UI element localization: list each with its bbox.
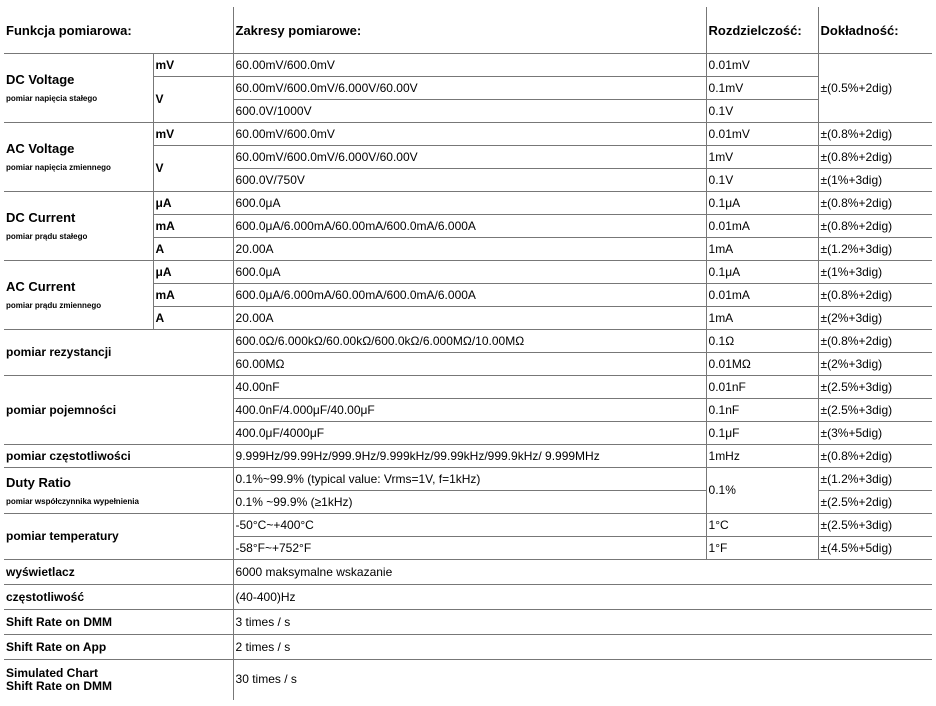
table-row: [4, 54, 932, 77]
header-accuracy: Dokładność:: [818, 7, 932, 54]
range-cell: 60.00mV/600.0mV/6.000V/60.00V: [233, 146, 706, 169]
accuracy-cell: ±(0.8%+2dig): [818, 330, 932, 353]
range-cell: 600.0μA: [233, 261, 706, 284]
header-ranges: Zakresy pomiarowe:: [233, 7, 706, 54]
shift-dmm-label: Shift Rate on DMM: [4, 610, 233, 635]
simulated-label-line1: Simulated Chart: [6, 665, 99, 680]
range-cell: -50°C~+400°C: [233, 514, 706, 537]
resolution-cell: 1mV: [706, 146, 818, 169]
accuracy-cell: ±(1.2%+3dig): [818, 238, 932, 261]
dc-current-title: DC Current: [6, 210, 76, 225]
spec-table: [4, 7, 932, 700]
table-row: [4, 610, 932, 635]
display-label: wyświetlacz: [4, 560, 233, 585]
ac-current-label: [4, 261, 153, 330]
accuracy-cell: ±(2.5%+3dig): [818, 376, 932, 399]
unit-cell: A: [153, 238, 233, 261]
header-resolution: Rozdzielczość:: [706, 7, 818, 54]
resolution-cell: 0.1nF: [706, 399, 818, 422]
accuracy-cell: ±(0.8%+2dig): [818, 146, 932, 169]
range-cell: 600.0μA/6.000mA/60.00mA/600.0mA/6.000A: [233, 284, 706, 307]
range-cell: 60.00mV/600.0mV: [233, 54, 706, 77]
frequency-title: pomiar częstotliwości: [4, 445, 233, 468]
table-row: [4, 585, 932, 610]
resolution-cell: 0.1μF: [706, 422, 818, 445]
dc-current-subtitle: pomiar prądu stałego: [6, 232, 88, 241]
accuracy-cell: ±(2.5%+3dig): [818, 399, 932, 422]
dc-voltage-title: DC Voltage: [6, 72, 75, 87]
header-row: [4, 7, 932, 54]
freq-range-value: (40-400)Hz: [233, 585, 932, 610]
ac-current-title: AC Current: [6, 279, 76, 294]
dc-voltage-subtitle: pomiar napięcia stałego: [6, 94, 98, 103]
resolution-cell: 0.1V: [706, 100, 818, 123]
range-cell: 0.1%~99.9% (typical value: Vrms=1V, f=1kHz): [233, 468, 706, 491]
shift-app-label: Shift Rate on App: [4, 635, 233, 660]
table-row: [4, 445, 932, 468]
accuracy-cell: ±(0.8%+2dig): [818, 215, 932, 238]
range-cell: 60.00mV/600.0mV/6.000V/60.00V: [233, 77, 706, 100]
table-row: [4, 660, 932, 700]
resolution-cell: 0.01MΩ: [706, 353, 818, 376]
resolution-cell: 0.01mV: [706, 123, 818, 146]
resolution-cell: 1mHz: [706, 445, 818, 468]
table-row: [4, 330, 932, 353]
unit-cell: V: [153, 146, 233, 192]
accuracy-cell: ±(0.8%+2dig): [818, 192, 932, 215]
range-cell: 600.0V/750V: [233, 169, 706, 192]
resolution-cell: 0.01mV: [706, 54, 818, 77]
unit-cell: μA: [153, 261, 233, 284]
resolution-cell: 0.01mA: [706, 215, 818, 238]
duty-ratio-subtitle: pomiar współczynnika wypełnienia: [6, 496, 139, 506]
temperature-title: pomiar temperatury: [4, 514, 233, 560]
resolution-cell: 0.1%: [706, 468, 818, 514]
range-cell: 600.0μA: [233, 192, 706, 215]
range-cell: 400.0μF/4000μF: [233, 422, 706, 445]
resolution-cell: 1mA: [706, 238, 818, 261]
freq-range-label: częstotliwość: [4, 585, 233, 610]
resolution-cell: 0.1mV: [706, 77, 818, 100]
range-cell: 400.0nF/4.000μF/40.00μF: [233, 399, 706, 422]
ac-voltage-title: AC Voltage: [6, 141, 75, 156]
table-row: [4, 468, 932, 491]
table-row: [4, 560, 932, 585]
ac-voltage-label: [4, 123, 153, 192]
accuracy-cell: ±(0.8%+2dig): [818, 123, 932, 146]
resolution-cell: 0.1V: [706, 169, 818, 192]
range-cell: -58°F~+752°F: [233, 537, 706, 560]
unit-cell: mV: [153, 54, 233, 77]
accuracy-cell: ±(2%+3dig): [818, 353, 932, 376]
range-cell: 20.00A: [233, 238, 706, 261]
ac-current-subtitle: pomiar prądu zmiennego: [6, 301, 102, 310]
resolution-cell: 0.01mA: [706, 284, 818, 307]
unit-cell: μA: [153, 192, 233, 215]
unit-cell: mV: [153, 123, 233, 146]
range-cell: 40.00nF: [233, 376, 706, 399]
accuracy-cell: ±(1%+3dig): [818, 169, 932, 192]
unit-cell: V: [153, 77, 233, 123]
resolution-cell: 1°C: [706, 514, 818, 537]
dc-current-label: [4, 192, 153, 261]
table-row: [4, 635, 932, 660]
header-function: Funkcja pomiarowa:: [4, 7, 233, 54]
accuracy-cell: ±(3%+5dig): [818, 422, 932, 445]
unit-cell: A: [153, 307, 233, 330]
resolution-cell: 0.1μA: [706, 261, 818, 284]
accuracy-cell: ±(0.8%+2dig): [818, 284, 932, 307]
dc-voltage-label: [4, 54, 153, 123]
table-row: [4, 192, 932, 215]
shift-dmm-value: 3 times / s: [233, 610, 932, 635]
accuracy-cell: ±(0.8%+2dig): [818, 445, 932, 468]
resolution-cell: 0.1Ω: [706, 330, 818, 353]
duty-ratio-title: Duty Ratio: [6, 474, 71, 490]
simulated-value: 30 times / s: [233, 660, 932, 700]
table-row: [4, 261, 932, 284]
table-row: [4, 514, 932, 537]
range-cell: 600.0V/1000V: [233, 100, 706, 123]
range-cell: 600.0μA/6.000mA/60.00mA/600.0mA/6.000A: [233, 215, 706, 238]
range-cell: 60.00MΩ: [233, 353, 706, 376]
range-cell: 0.1% ~99.9% (≥1kHz): [233, 491, 706, 514]
accuracy-cell: ±(1%+3dig): [818, 261, 932, 284]
unit-cell: mA: [153, 215, 233, 238]
accuracy-cell: ±(2.5%+2dig): [818, 491, 932, 514]
table-row: [4, 123, 932, 146]
table-row: [4, 376, 932, 399]
capacitance-title: pomiar pojemności: [4, 376, 233, 445]
range-cell: 20.00A: [233, 307, 706, 330]
simulated-label: [4, 660, 233, 700]
accuracy-cell: ±(0.5%+2dig): [818, 54, 932, 123]
resolution-cell: 1mA: [706, 307, 818, 330]
range-cell: 9.999Hz/99.99Hz/999.9Hz/9.999kHz/99.99kHz/999.9kHz/ 9.999MHz: [233, 445, 706, 468]
simulated-label-line2: Shift Rate on DMM: [6, 678, 112, 693]
accuracy-cell: ±(4.5%+5dig): [818, 537, 932, 560]
resolution-cell: 0.1μA: [706, 192, 818, 215]
ac-voltage-subtitle: pomiar napięcia zmiennego: [6, 163, 111, 172]
unit-cell: mA: [153, 284, 233, 307]
resolution-cell: 1°F: [706, 537, 818, 560]
duty-ratio-label: [4, 468, 233, 514]
accuracy-cell: ±(1.2%+3dig): [818, 468, 932, 491]
resolution-cell: 0.01nF: [706, 376, 818, 399]
range-cell: 600.0Ω/6.000kΩ/60.00kΩ/600.0kΩ/6.000MΩ/10.00MΩ: [233, 330, 706, 353]
accuracy-cell: ±(2.5%+3dig): [818, 514, 932, 537]
range-cell: 60.00mV/600.0mV: [233, 123, 706, 146]
resistance-title: pomiar rezystancji: [4, 330, 233, 376]
shift-app-value: 2 times / s: [233, 635, 932, 660]
display-value: 6000 maksymalne wskazanie: [233, 560, 932, 585]
accuracy-cell: ±(2%+3dig): [818, 307, 932, 330]
